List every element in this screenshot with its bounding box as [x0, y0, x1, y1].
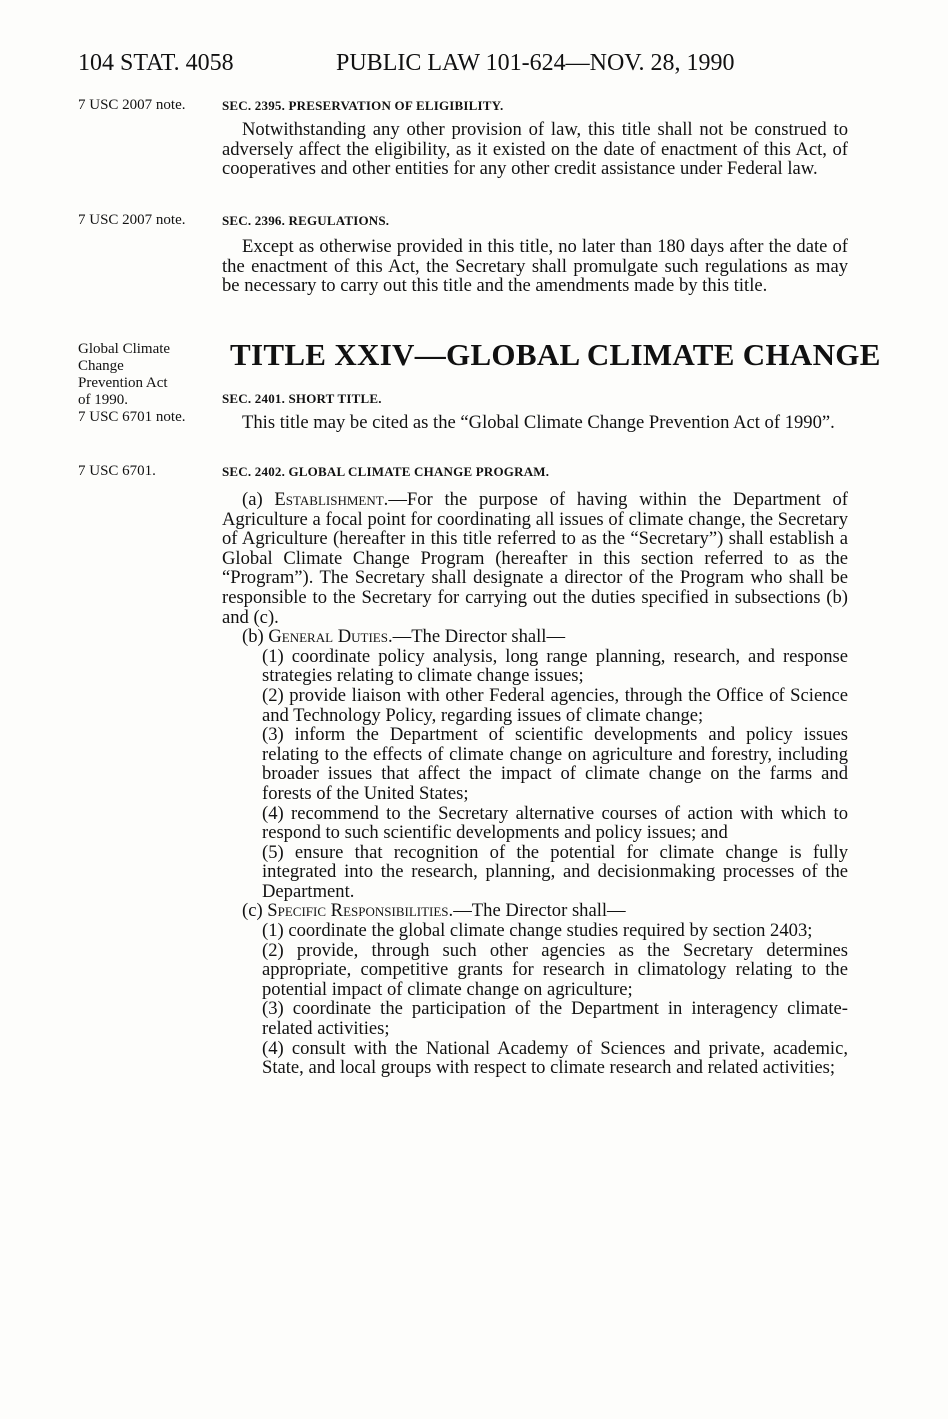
- section-heading: SEC. 2401. SHORT TITLE.: [222, 391, 382, 406]
- subsection-c: [222, 901, 848, 921]
- section-body: [222, 120, 848, 179]
- margin-note: 7 USC 2007 note.: [78, 97, 186, 113]
- subsection-a: [222, 490, 848, 627]
- section-body: [222, 237, 848, 296]
- list-item: [222, 941, 848, 1000]
- margin-note-line: Change: [78, 358, 124, 374]
- list-item: [222, 1039, 848, 1078]
- list-item: [222, 686, 848, 725]
- subsection-label: (c): [242, 900, 268, 922]
- paragraph: This title may be cited as the “Global Climate Change Prevention Act of 1990”.: [242, 412, 835, 433]
- paragraph: Notwithstanding any other provision of law, this title shall not be construed to adversely affect the eligibility, as it existed on the date of enactment of this Act, of cooperatives and other entities for any other credit assistance under Federal law.: [222, 119, 848, 180]
- subsection-caption: Specific Responsibilities: [267, 900, 449, 922]
- section-heading: SEC. 2402. GLOBAL CLIMATE CHANGE PROGRAM.: [222, 464, 550, 479]
- list-item-text: (1) coordinate the global climate change studies required by section 2403;: [262, 920, 813, 942]
- title-heading: TITLE XXIV—GLOBAL CLIMATE CHANGE: [230, 337, 881, 372]
- list-item: [222, 804, 848, 843]
- page-number: 104 STAT. 4058: [78, 50, 234, 76]
- margin-note-short-title: [78, 341, 186, 426]
- margin-note-line: Global Climate: [78, 341, 171, 357]
- section-heading: SEC. 2396. REGULATIONS.: [222, 213, 390, 228]
- list-item-text: (2) provide liaison with other Federal agencies, through the Office of Science and Technology Policy, regarding issues of climate change;: [262, 684, 848, 726]
- list-item-text: (4) recommend to the Secretary alternative courses of action with which to respond to such scientific developments and policy issues; and: [262, 802, 848, 844]
- list-item: [222, 647, 848, 686]
- subsection-text: .—The Director shall—: [448, 900, 626, 922]
- list-item: [222, 843, 848, 902]
- subsection-caption: Establishment: [274, 489, 384, 510]
- margin-note: 7 USC 6701.: [78, 463, 156, 479]
- list-item: [222, 999, 848, 1038]
- paragraph: Except as otherwise provided in this title, no later than 180 days after the date of the enactment of this Act, the Secretary shall promulgate such regulations as may be necessary to carry out this title and the amendments made by this title.: [222, 236, 848, 297]
- subsection-b: [222, 627, 848, 647]
- list-item-text: (4) consult with the National Academy of Sciences and private, academic, State, and local groups with respect to climate research and related activities;: [262, 1037, 848, 1079]
- subsection-text: .—For the purpose of having within the Department of Agriculture a focal point for coordinating all issues of climate change, the Secretary of Agriculture (hereafter in this title referred to as the “Secretary”) shall establish a Global Climate Change Program (hereafter in this section referred to as the “Program”). The Secretary shall designate a director of the Program who shall be responsible to the Secretary for carrying out the duties specified in subsections (b) and (c).: [222, 489, 848, 628]
- margin-note: 7 USC 2007 note.: [78, 212, 186, 228]
- margin-note-line: 7 USC 6701 note.: [78, 409, 186, 425]
- list-item-text: (5) ensure that recognition of the potential for climate change is fully integrated into the research, planning, and decisionmaking processes of the Department.: [262, 841, 848, 902]
- list-item: [222, 725, 848, 803]
- section-body: [222, 413, 848, 433]
- section-body: [222, 490, 848, 1078]
- subsection-label: (a): [242, 489, 275, 510]
- public-law-citation: PUBLIC LAW 101-624—NOV. 28, 1990: [336, 50, 735, 76]
- list-item: [222, 921, 848, 941]
- section-heading: SEC. 2395. PRESERVATION OF ELIGIBILITY.: [222, 98, 504, 113]
- list-item-text: (3) inform the Department of scientific developments and policy issues relating to the effects of climate change on agriculture and forestry, including broader issues that affect the impact of climate change on the farms and forests of the United States;: [262, 724, 848, 804]
- subsection-text: .—The Director shall—: [387, 626, 566, 648]
- margin-note-line: Prevention Act: [78, 375, 168, 391]
- subsection-label: (b): [242, 626, 269, 648]
- subsection-caption: General Duties: [268, 626, 388, 648]
- list-item-text: (1) coordinate policy analysis, long range planning, research, and response strategies relating to climate change issues;: [262, 645, 848, 687]
- margin-note-line: of 1990.: [78, 392, 128, 408]
- list-item-text: (3) coordinate the participation of the Department in interagency climate-related activities;: [262, 998, 848, 1040]
- list-item-text: (2) provide, through such other agencies as the Secretary determines appropriate, competitive grants for research in climatology relating to the potential impact of climate change on agriculture;: [262, 939, 848, 1000]
